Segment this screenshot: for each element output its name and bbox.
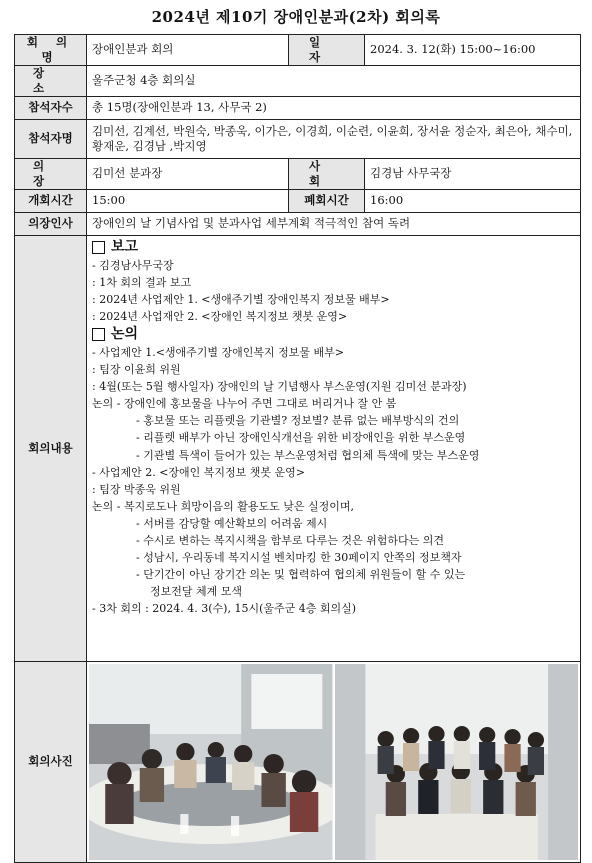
next-meeting: - 3차 회의 : 2024. 4. 3(수), 15시(울주군 4층 회의실): [92, 602, 357, 616]
label-place: 장 소: [15, 65, 87, 96]
item1-title: - 사업제안 1.<생애주기별 장애인복지 정보물 배부>: [92, 346, 345, 359]
report-heading: 보고: [111, 238, 139, 255]
value-place: 울주군청 4층 회의실: [87, 65, 581, 96]
row-time: [15, 189, 581, 212]
value-meeting-name: 장애인분과 회의: [87, 35, 289, 66]
section-discussion: [92, 325, 575, 344]
label-date: 일 자: [289, 35, 365, 66]
photos-cell: [87, 661, 581, 862]
minutes-table: [14, 34, 581, 863]
value-attendee-names: 김미선, 김계선, 박원숙, 박종욱, 이가은, 이경희, 이순련, 이윤희, 장서윤 정순자, 최은아, 채수미, 황재운, 김경남 ,박지영: [87, 119, 581, 158]
report-line: : 2024년 사업재안 2. <장애인 복지정보 챗봇 운영>: [92, 309, 348, 323]
value-chair-greeting: 장애인의 날 기념사업 및 분과사업 세부계획 적극적인 참여 독려: [87, 212, 581, 235]
label-meeting-name: 회 의 명: [15, 35, 87, 66]
label-chair-greeting: 의장인사: [15, 212, 87, 235]
label-close-time: 폐회시간: [289, 189, 365, 212]
row-content: [15, 235, 581, 661]
item2-discussion-point: - 수시로 변하는 복지시책을 함부로 다루는 것은 위험하다는 의견: [136, 534, 444, 548]
item2-title: - 사업제안 2. <장애인 복지정보 챗봇 운영>: [92, 465, 306, 479]
label-secretary: 사 회: [289, 158, 365, 189]
report-line: - 김경남사무국장: [92, 258, 174, 272]
item1-lead: : 팀장 이윤희 위원: [92, 363, 181, 377]
value-chair: 김미선 분과장: [87, 158, 289, 189]
value-attendee-count: 총 15명(장애인분과 13, 사무국 2): [87, 96, 581, 119]
item2-lead: : 팀장 박종욱 위원: [92, 482, 181, 496]
checkbox-square-icon: [92, 241, 105, 254]
item2-discussion-continued: 정보전달 체계 모색: [150, 585, 243, 599]
report-line: : 2024년 사업제안 1. <생애주기별 장애인복지 정보물 배부>: [92, 292, 390, 306]
label-chair: 의 장: [15, 158, 87, 189]
meeting-table-photo-icon: [89, 664, 333, 860]
item2-discussion-point: - 서버를 감당할 예산확보의 어려움 제시: [136, 516, 328, 530]
label-attendee-names: 참석자명: [15, 119, 87, 158]
item2-discussion-point: - 단기간이 아닌 장기간 의논 및 협력하여 협의체 위원들이 할 수 있는: [136, 568, 466, 582]
item1-discussion-point: - 홍보물 또는 리플렛을 기관별? 정보별? 분류 없는 배부방식의 건의: [136, 414, 460, 428]
group-photo-icon: [335, 664, 579, 860]
discussion-heading: 논의: [111, 326, 139, 342]
section-report: [92, 238, 575, 257]
value-close-time: 16:00: [365, 189, 581, 212]
value-date: 2024. 3. 12(화) 15:00~16:00: [365, 35, 581, 66]
document-title: 2024년 제10기 장애인분과(2차) 회의록: [151, 8, 441, 26]
item1-discussion-point: - 기관별 특색이 들어가 있는 부스운영처럼 협의체 특색에 맞는 부스운영: [136, 448, 480, 462]
label-attendee-count: 참석자수: [15, 96, 87, 119]
row-photos: [15, 661, 581, 862]
checkbox-square-icon: [92, 328, 105, 341]
label-content: 회의내용: [15, 235, 87, 661]
content-cell: [87, 235, 581, 661]
report-line: : 1차 회의 결과 보고: [92, 275, 192, 289]
meeting-photo-table: [89, 664, 333, 860]
row-attendee-count: [15, 96, 581, 119]
row-chair: [15, 158, 581, 189]
row-place: [15, 65, 581, 96]
value-open-time: 15:00: [87, 189, 289, 212]
row-chair-greeting: [15, 212, 581, 235]
meeting-photo-group: [335, 664, 579, 860]
item2-discussion-point: - 성남시, 우리동네 복지시설 벤치마킹 한 30페이지 안쪽의 정보책자: [136, 551, 462, 565]
row-meeting-name: [15, 35, 581, 66]
row-attendee-names: [15, 119, 581, 158]
item1-detail: : 4월(또는 5월 행사일자) 장애인의 날 기념행사 부스운영(지원 김미선 분과장): [92, 380, 467, 394]
label-photos: 회의사진: [15, 661, 87, 862]
item2-discussion: 논의 - 복지로도나 희망이음의 활용도도 낮은 실정이며,: [92, 499, 354, 513]
item1-discussion-point: - 리플렛 배부가 아닌 장애인식개선을 위한 비장애인을 위한 부스운영: [136, 431, 466, 445]
label-open-time: 개회시간: [15, 189, 87, 212]
value-secretary: 김경남 사무국장: [365, 158, 581, 189]
item1-discussion: 논의 - 장애인에 홍보물을 나누어 주면 그대로 버리거나 잘 안 봄: [92, 397, 397, 411]
